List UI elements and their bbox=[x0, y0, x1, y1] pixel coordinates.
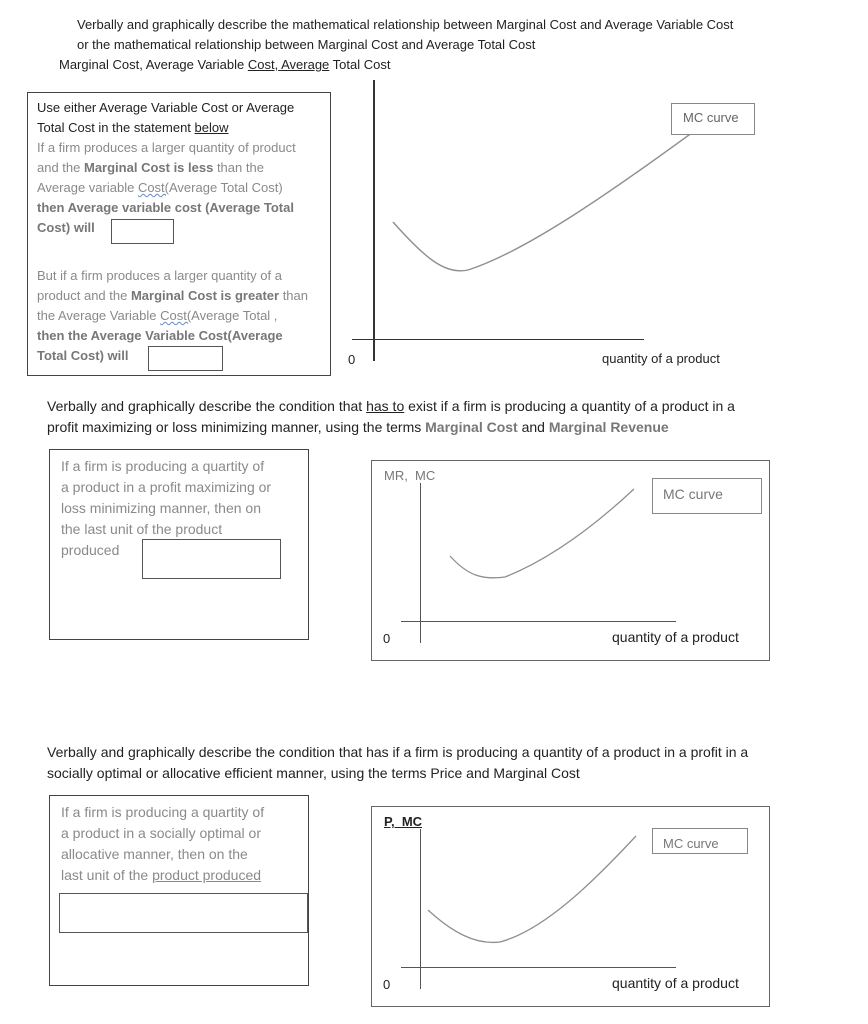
graph3-y-label: P, MC bbox=[384, 814, 423, 829]
instruction-part: below bbox=[194, 120, 229, 135]
p1-part: than the bbox=[213, 160, 264, 175]
terms-part: Total Cost bbox=[329, 57, 391, 72]
s2-line: a product in a profit maximizing or bbox=[61, 479, 272, 495]
p2-line: Total Cost) will bbox=[37, 348, 129, 363]
s3-line: If a firm is producing a quartity of bbox=[61, 804, 265, 820]
q2-part: Verbally and graphically describe the condition that bbox=[47, 398, 367, 414]
q2-part: Marginal Revenue bbox=[548, 419, 669, 435]
p2-line: But if a firm produces a larger quantity of a bbox=[37, 268, 282, 283]
s3-line: allocative manner, then on the bbox=[61, 846, 248, 862]
p2-part: Average Total , bbox=[191, 308, 278, 323]
s2-line: the last unit of the product bbox=[61, 521, 223, 537]
p1-part: and the bbox=[37, 160, 84, 175]
p2-part: product and the bbox=[37, 288, 131, 303]
s3-line: a product in a socially optimal or bbox=[61, 825, 261, 841]
p1-line: then Average variable cost (Average Total bbox=[37, 200, 294, 215]
p1-line: If a firm produces a larger quantity of product bbox=[37, 140, 296, 155]
graph1-legend: MC curve bbox=[683, 110, 739, 125]
graph2-legend: MC curve bbox=[663, 486, 723, 502]
instruction-part: Total Cost in the statement bbox=[37, 120, 195, 135]
header-line-2: or the mathematical relationship between Marginal Cost and Average Total Cost bbox=[77, 37, 536, 52]
p1-part: Average Total Cost) bbox=[169, 180, 283, 195]
p2-line: then the Average Variable Cost(Average bbox=[37, 328, 283, 343]
q3-line: socially optimal or allocative efficient manner, using the terms Price and Marginal Cost bbox=[47, 765, 580, 781]
graph1-origin: 0 bbox=[348, 352, 356, 367]
s3-part: last unit of the bbox=[61, 867, 153, 883]
mc-curve-line bbox=[428, 836, 636, 942]
q2-part: has to bbox=[366, 398, 405, 414]
p2-part: than bbox=[279, 288, 308, 303]
graph3-legend: MC curve bbox=[663, 836, 719, 850]
header-line-1: Verbally and graphically describe the mathematical relationship between Marginal Cost and Average Variable Cost bbox=[77, 17, 734, 32]
graph3-origin: 0 bbox=[383, 977, 391, 992]
s2-line: If a firm is producing a quartity of bbox=[61, 458, 265, 474]
graph2-x-label: quantity of a product bbox=[612, 629, 739, 645]
terms-part: Average bbox=[281, 57, 330, 72]
q2-part: Marginal Cost bbox=[425, 419, 518, 435]
graph3-x-label: quantity of a product bbox=[612, 975, 739, 991]
q2-part: profit maximizing or loss minimizing manner, using the terms bbox=[47, 419, 426, 435]
p2-part: Cost( bbox=[160, 308, 192, 323]
p1-part: Cost( bbox=[137, 180, 169, 195]
q2-part: exist if a firm is producing a quantity of a product in a bbox=[404, 398, 735, 414]
p1-line: Cost) will bbox=[37, 220, 95, 235]
p2-part: Marginal Cost is greater bbox=[130, 288, 280, 303]
instruction-line: Use either Average Variable Cost or Average bbox=[37, 100, 295, 115]
s2-line: loss minimizing manner, then on bbox=[61, 500, 261, 516]
p1-part: Marginal Cost is less bbox=[84, 160, 214, 175]
graph1-x-label: quantity of a product bbox=[602, 351, 720, 366]
terms-part: Cost, bbox=[247, 57, 279, 72]
s3-part: product produced bbox=[152, 867, 262, 883]
p2-part: the Average Variable bbox=[37, 308, 161, 323]
q2-part: and bbox=[517, 419, 549, 435]
graph2-y-label: MR, MC bbox=[384, 468, 436, 483]
p1-part: Average variable bbox=[37, 180, 138, 195]
terms-part: Marginal Cost, Average Variable bbox=[59, 57, 248, 72]
graph2-origin: 0 bbox=[383, 631, 391, 646]
s2-line: produced bbox=[61, 542, 120, 558]
q3-line: Verbally and graphically describe the condition that has if a firm is producing a quantity of a product in a profit in a bbox=[47, 744, 749, 760]
